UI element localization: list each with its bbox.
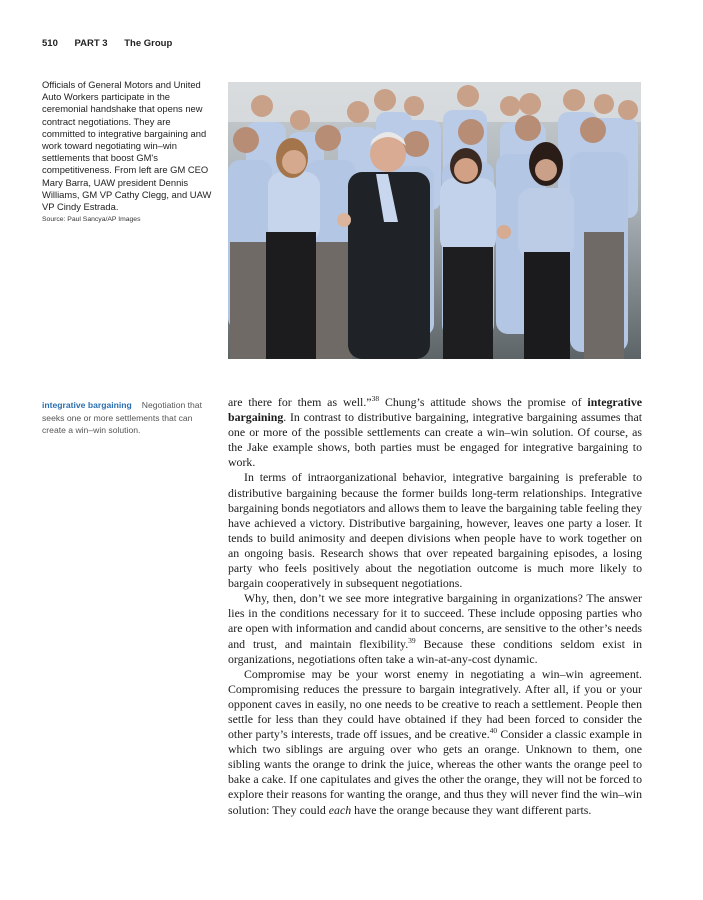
p4-text-a: Compromise may be your worst enemy in negotiating a win–win agreement. Compromising reduces the pressure to bargain integratively. After all, if you or your opponent caves in easily, no one needs to be creative to reach a settlement. People then settle for less than they could have obtained if they had been forced to consider the other party’s interests, trade off issues, and be creative.	[228, 666, 642, 742]
footnote-39: 39	[408, 635, 416, 645]
group-photo	[228, 82, 641, 359]
p4-text-b: Consider a classic example in which two siblings are arguing over who gets an orange. Unknown to them, one sibling wants the orange to drink the juice, whereas the other wants the orange peel to bake a cake. If one capitulates and gives the other the orange, they will not be forced to explore their reasons for wanting the orange, and thus they will never find the win–win solution: They could	[228, 727, 642, 817]
photo-illustration	[228, 82, 641, 359]
p3-text-a: Why, then, don’t we see more integrative bargaining in organizations? The answer lies in the conditions necessary for it to succeed. These include opposing parties who are open with information and candid about concerns, are sensitive to the other’s needs and trust, and maintain flexibility.	[228, 591, 642, 651]
running-head	[42, 38, 186, 49]
caption-text: Officials of General Motors and United Auto Workers participate in the ceremonial handshake that opens new contract negotiations. They are committed to integrative bargaining and work toward negotiating win–win settlements that boost GM's competitiveness. From left are GM CEO Mary Barra, UAW president Dennis Williams, GM VP Cathy Clegg, and UAW VP Cindy Estrada.	[42, 79, 212, 213]
glossary-definition: Negotiation that seeks one or more settlements that can create a win–win solution.	[42, 400, 202, 436]
margin-glossary	[42, 399, 214, 437]
paragraph-1	[228, 395, 642, 470]
paragraph-4	[228, 667, 642, 818]
p3-text-b: Because these conditions seldom exist in organizations, negotiations often take a win-at-any-cost dynamic.	[228, 636, 643, 666]
p1-text-b: Chung’s attitude shows the promise of	[379, 395, 588, 409]
section-label: The Group	[124, 38, 173, 49]
paragraph-3	[228, 591, 642, 666]
p1-text-c: . In contrast to distributive bargaining, integrative bargaining assumes that one or more of the possible settlements can create a win–win solution. Of course, as the Jake example shows, both parties must be engaged for integrative bargaining to work.	[228, 410, 642, 470]
p1-text-a: are there for them as well.”	[228, 395, 372, 409]
paragraph-2: In terms of intraorganizational behavior, integrative bargaining is preferable to distributive bargaining because the former builds long-term relationships. Integrative bargaining bonds negotiators and allows them to leave the bargaining table feeling they have achieved a victory. Distributive bargaining, however, leaves one party a loser. It tends to build animosity and deepen divisions when people have to work together on an ongoing basis. Research shows that over repeated bargaining episodes, a losing party who feels positively about the negotiation outcome is much more likely to bargain cooperatively in subsequent negotiations.	[228, 470, 642, 591]
footnote-38: 38	[371, 394, 380, 404]
photo-caption	[42, 79, 214, 226]
p4-text-c: have the orange because they want different parts.	[351, 802, 592, 817]
photo-source: Source: Paul Sancya/AP Images	[42, 216, 141, 224]
page-number: 510	[42, 38, 58, 49]
emphasis-each: each	[328, 802, 352, 817]
glossary-term: integrative bargaining	[42, 400, 132, 410]
body-text	[228, 395, 642, 818]
part-label: PART 3	[74, 38, 108, 49]
footnote-40: 40	[489, 726, 498, 736]
key-term: integrative bargaining	[228, 395, 643, 425]
